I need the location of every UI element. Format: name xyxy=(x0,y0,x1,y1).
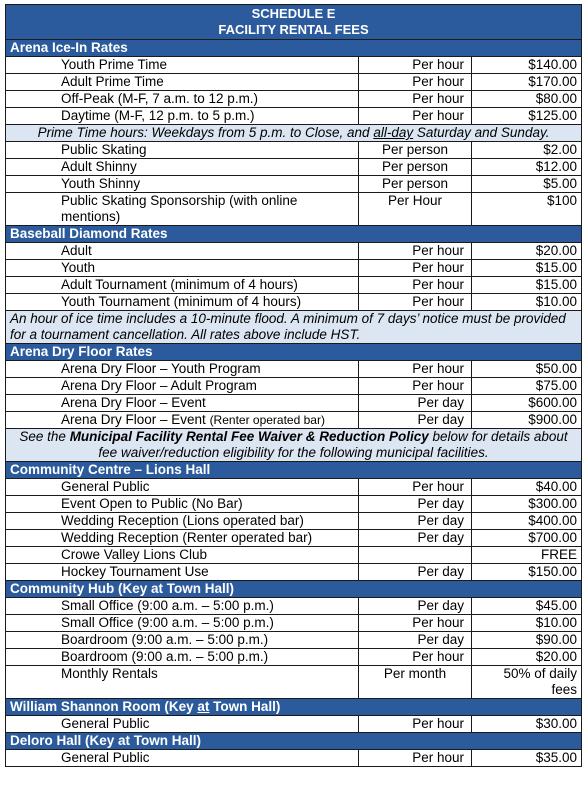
fee-unit: Per hour xyxy=(359,91,472,108)
fee-unit: Per hour xyxy=(359,716,472,733)
fee-unit: Per hour xyxy=(359,243,472,260)
schedule-title xyxy=(6,5,582,40)
fee-schedule-table xyxy=(5,4,582,767)
fee-unit: Per person xyxy=(359,176,472,193)
fee-unit: Per day xyxy=(359,598,472,615)
fee-item: General Public xyxy=(6,750,359,767)
fee-price: $10.00 xyxy=(472,294,582,311)
fee-item: Hockey Tournament Use xyxy=(6,564,359,581)
fee-unit: Per hour xyxy=(359,108,472,125)
fee-price: $100 xyxy=(472,193,582,226)
fee-row xyxy=(6,176,582,193)
fee-price: $140.00 xyxy=(472,57,582,74)
fee-item: Small Office (9:00 a.m. – 5:00 p.m.) xyxy=(6,615,359,632)
fee-unit: Per hour xyxy=(359,615,472,632)
fee-item: Boardroom (9:00 a.m. – 5:00 p.m.) xyxy=(6,632,359,649)
note-underlined: all-day xyxy=(373,125,414,140)
note-text: Prime Time hours: Weekdays from 5 p.m. to Close, and xyxy=(37,125,374,140)
fee-unit: Per day xyxy=(359,530,472,547)
fee-price: $12.00 xyxy=(472,159,582,176)
fee-price: $10.00 xyxy=(472,615,582,632)
fee-price: $15.00 xyxy=(472,277,582,294)
fee-row xyxy=(6,530,582,547)
section-heading: Community Centre – Lions Hall xyxy=(6,462,582,479)
fee-price: $5.00 xyxy=(472,176,582,193)
fee-item: Monthly Rentals xyxy=(6,666,359,699)
fee-price: $80.00 xyxy=(472,91,582,108)
heading-underlined: at xyxy=(197,699,210,714)
fee-unit: Per day xyxy=(359,513,472,530)
fee-item: Wedding Reception (Lions operated bar) xyxy=(6,513,359,530)
fee-row xyxy=(6,378,582,395)
fee-item: Wedding Reception (Renter operated bar) xyxy=(6,530,359,547)
fee-item: Youth Tournament (minimum of 4 hours) xyxy=(6,294,359,311)
fee-price: FREE xyxy=(472,547,582,564)
fee-item: Small Office (9:00 a.m. – 5:00 p.m.) xyxy=(6,598,359,615)
fee-row xyxy=(6,260,582,277)
fee-item: Crowe Valley Lions Club xyxy=(6,547,359,564)
fee-price: $150.00 xyxy=(472,564,582,581)
heading-text: Town Hall) xyxy=(209,699,281,714)
fee-item: Adult Prime Time xyxy=(6,74,359,91)
fee-row xyxy=(6,547,582,564)
fee-item: Public Skating Sponsorship (with online mentions) xyxy=(6,193,359,226)
fee-price: $2.00 xyxy=(472,142,582,159)
fee-row xyxy=(6,108,582,125)
title-line-2: FACILITY RENTAL FEES xyxy=(218,22,369,37)
fee-unit: Per hour xyxy=(359,750,472,767)
fee-price: $40.00 xyxy=(472,479,582,496)
fee-unit: Per hour xyxy=(359,57,472,74)
fee-row xyxy=(6,564,582,581)
fee-row xyxy=(6,716,582,733)
fee-row xyxy=(6,159,582,176)
fee-item: Adult Tournament (minimum of 4 hours) xyxy=(6,277,359,294)
fee-price: $700.00 xyxy=(472,530,582,547)
fee-row xyxy=(6,57,582,74)
fee-unit: Per hour xyxy=(359,277,472,294)
fee-unit: Per hour xyxy=(359,361,472,378)
fee-row xyxy=(6,649,582,666)
fee-row xyxy=(6,598,582,615)
waiver-note xyxy=(6,429,582,462)
fee-item: General Public xyxy=(6,479,359,496)
title-line-1: SCHEDULE E xyxy=(251,6,336,21)
note-text: Saturday and Sunday. xyxy=(413,125,550,140)
fee-item: Adult xyxy=(6,243,359,260)
fee-item: Youth Prime Time xyxy=(6,57,359,74)
fee-unit: Per hour xyxy=(359,74,472,91)
fee-unit: Per hour xyxy=(359,260,472,277)
fee-row xyxy=(6,361,582,378)
fee-row xyxy=(6,91,582,108)
fee-item: Youth Shinny xyxy=(6,176,359,193)
fee-unit: Per day xyxy=(359,412,472,429)
section-dry-floor xyxy=(6,344,582,361)
fee-unit: Per person xyxy=(359,142,472,159)
section-heading: Community Hub (Key at Town Hall) xyxy=(6,581,582,598)
fee-row xyxy=(6,412,582,429)
fee-price: 50% of daily fees xyxy=(472,666,582,699)
fee-unit: Per day xyxy=(359,632,472,649)
heading-text: William Shannon Room (Key xyxy=(10,699,198,714)
fee-price: $45.00 xyxy=(472,598,582,615)
section-community-hub xyxy=(6,581,582,598)
fee-row xyxy=(6,496,582,513)
fee-unit: Per person xyxy=(359,159,472,176)
fee-price: $600.00 xyxy=(472,395,582,412)
fee-item: Daytime (M-F, 12 p.m. to 5 p.m.) xyxy=(6,108,359,125)
fee-item: General Public xyxy=(6,716,359,733)
fee-item xyxy=(6,412,359,429)
fee-row xyxy=(6,193,582,226)
fee-unit: Per Hour xyxy=(359,193,472,226)
fee-unit: Per hour xyxy=(359,294,472,311)
fee-item: Boardroom (9:00 a.m. – 5:00 p.m.) xyxy=(6,649,359,666)
fee-item: Arena Dry Floor – Youth Program xyxy=(6,361,359,378)
fee-unit: Per month xyxy=(359,666,472,699)
fee-price: $300.00 xyxy=(472,496,582,513)
fee-unit: Per hour xyxy=(359,649,472,666)
fee-item-text: Arena Dry Floor – Event xyxy=(61,412,210,427)
fee-item: Arena Dry Floor – Adult Program xyxy=(6,378,359,395)
section-baseball xyxy=(6,226,582,243)
prime-time-note xyxy=(6,125,582,142)
fee-row xyxy=(6,277,582,294)
section-heading xyxy=(6,699,582,716)
fee-price: $125.00 xyxy=(472,108,582,125)
section-shannon-room xyxy=(6,699,582,716)
section-community-centre xyxy=(6,462,582,479)
fee-price: $170.00 xyxy=(472,74,582,91)
section-heading: Arena Ice-In Rates xyxy=(6,40,582,57)
fee-unit: Per hour xyxy=(359,479,472,496)
fee-row xyxy=(6,479,582,496)
fee-price: $75.00 xyxy=(472,378,582,395)
fee-price: $30.00 xyxy=(472,716,582,733)
fee-item-qualifier: (Renter operated bar) xyxy=(209,413,325,427)
fee-item: Event Open to Public (No Bar) xyxy=(6,496,359,513)
fee-row xyxy=(6,666,582,699)
fee-row xyxy=(6,513,582,530)
fee-row xyxy=(6,750,582,767)
schedule-title-row xyxy=(6,5,582,40)
fee-row xyxy=(6,294,582,311)
fee-price: $15.00 xyxy=(472,260,582,277)
note-text: See the xyxy=(19,429,70,444)
fee-price: $90.00 xyxy=(472,632,582,649)
fee-item: Arena Dry Floor – Event xyxy=(6,395,359,412)
fee-row xyxy=(6,632,582,649)
section-arena-ice xyxy=(6,40,582,57)
note-text: below for details about fee waiver/reduction eligibility for the following municipal facilities. xyxy=(98,429,568,460)
section-heading: Arena Dry Floor Rates xyxy=(6,344,582,361)
fee-price: $20.00 xyxy=(472,243,582,260)
fee-unit: Per day xyxy=(359,564,472,581)
section-heading: Deloro Hall (Key at Town Hall) xyxy=(6,733,582,750)
waiver-note-row xyxy=(6,429,582,462)
fee-item: Public Skating xyxy=(6,142,359,159)
prime-time-note-row xyxy=(6,125,582,142)
fee-row xyxy=(6,243,582,260)
fee-price: $20.00 xyxy=(472,649,582,666)
policy-reference: Municipal Facility Rental Fee Waiver & Reduction Policy xyxy=(69,429,429,444)
baseball-note: An hour of ice time includes a 10-minute flood. A minimum of 7 days’ notice must be provided for a tournament cancellation. All rates above include HST. xyxy=(6,311,582,344)
fee-unit xyxy=(359,547,472,564)
fee-price: $400.00 xyxy=(472,513,582,530)
section-heading: Baseball Diamond Rates xyxy=(6,226,582,243)
fee-item: Youth xyxy=(6,260,359,277)
fee-row xyxy=(6,615,582,632)
fee-row xyxy=(6,395,582,412)
fee-unit: Per day xyxy=(359,496,472,513)
fee-unit: Per hour xyxy=(359,378,472,395)
section-deloro-hall xyxy=(6,733,582,750)
fee-item: Off-Peak (M-F, 7 a.m. to 12 p.m.) xyxy=(6,91,359,108)
fee-price: $50.00 xyxy=(472,361,582,378)
fee-unit: Per day xyxy=(359,395,472,412)
baseball-note-row xyxy=(6,311,582,344)
fee-price: $35.00 xyxy=(472,750,582,767)
fee-item: Adult Shinny xyxy=(6,159,359,176)
fee-row xyxy=(6,74,582,91)
fee-price: $900.00 xyxy=(472,412,582,429)
fee-row xyxy=(6,142,582,159)
